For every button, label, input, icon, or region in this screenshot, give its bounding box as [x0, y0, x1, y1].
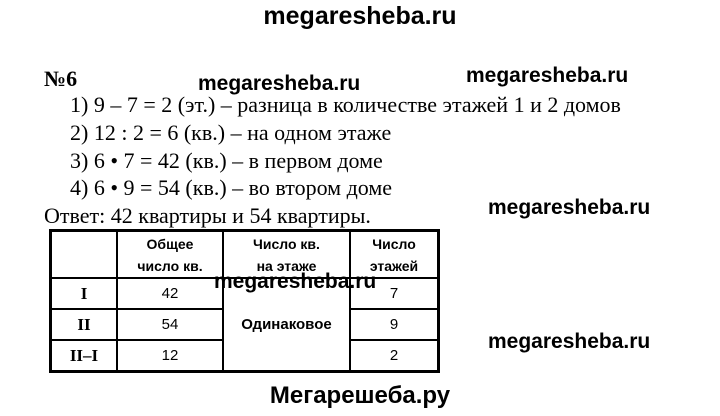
- row-label: I: [51, 278, 118, 309]
- watermark: megaresheba.ru: [466, 64, 629, 87]
- row-label: II–I: [51, 340, 118, 372]
- watermark: megaresheba.ru: [488, 196, 651, 219]
- header-total-apartments: [117, 231, 223, 279]
- watermark-top: megaresheba.ru: [263, 2, 457, 30]
- floors-cell: 7: [350, 278, 439, 309]
- watermark: megaresheba.ru: [488, 330, 651, 353]
- solution-step-3: 3) 6 • 7 = 42 (кв.) – в первом доме: [70, 148, 383, 173]
- watermark: megaresheba.ru: [214, 270, 377, 293]
- solution-step-1: 1) 9 – 7 = 2 (эт.) – разница в количестве этажей 1 и 2 домов: [70, 92, 621, 117]
- total-cell: 12: [117, 340, 223, 372]
- answer-line: Ответ: 42 квартиры и 54 квартиры.: [44, 203, 371, 228]
- table-corner-cell: [51, 231, 118, 279]
- solution-step-2: 2) 12 : 2 = 6 (кв.) – на одном этаже: [70, 120, 392, 145]
- row-label: II: [51, 309, 118, 340]
- floors-cell: 9: [350, 309, 439, 340]
- header-line: на этаже: [256, 257, 317, 274]
- watermark: megaresheba.ru: [198, 72, 361, 95]
- header-line: Общее: [146, 235, 194, 252]
- problem-number: №6: [44, 66, 78, 91]
- watermark-bottom: Мегарешеба.ру: [269, 382, 451, 409]
- header-line: Число: [372, 235, 416, 252]
- per-floor-merged-cell: Одинаковое: [223, 278, 350, 372]
- solution-step-4: 4) 6 • 9 = 54 (кв.) – во втором доме: [70, 175, 393, 200]
- total-cell: 42: [117, 278, 223, 309]
- total-cell: 54: [117, 309, 223, 340]
- header-line: этажей: [369, 257, 419, 274]
- floors-cell: 2: [350, 340, 439, 372]
- header-line: Число кв.: [253, 235, 320, 252]
- header-line: число кв.: [137, 257, 203, 274]
- data-table: [49, 229, 440, 373]
